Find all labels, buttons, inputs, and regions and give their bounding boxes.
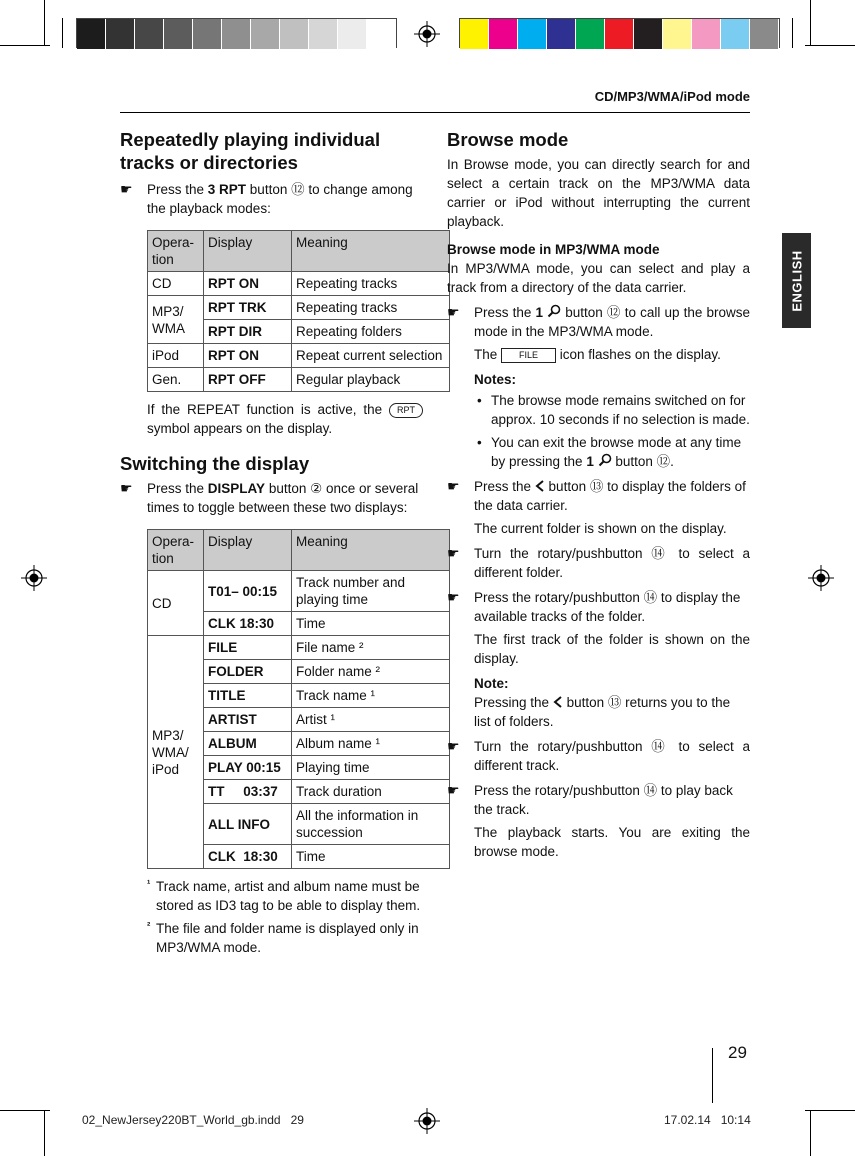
crop-mark [810, 1110, 811, 1156]
button-number-badge: ⑬ [589, 479, 604, 494]
process-color-bar [459, 18, 780, 48]
table-cell: MP3/ WMA/ iPod [148, 636, 204, 869]
color-swatch [576, 19, 605, 49]
file-display-icon: FILE [501, 348, 556, 363]
table-cell: File name ² [292, 636, 450, 660]
color-swatch [547, 19, 576, 49]
browse-step: ☛ Press the rotary/pushbutton ⑭ to play back the track. [447, 782, 733, 817]
note-item: • The browse mode remains switched on for approx. 10 seconds if no selection is made. [477, 393, 750, 427]
table-cell: RPT OFF [204, 368, 292, 392]
crop-mark [805, 45, 855, 46]
registration-mark-icon [414, 21, 440, 47]
color-swatch [721, 19, 750, 49]
browse-step: ☛ Turn the rotary/pushbutton ⑭ to select a different track. [447, 738, 751, 773]
color-swatch [106, 19, 135, 49]
table-cell: Playing time [292, 756, 450, 780]
button-number-badge: ⑫ [291, 182, 305, 197]
table-row [148, 571, 450, 612]
crop-mark [62, 18, 63, 48]
browse-step: ☛ Turn the rotary/pushbutton ⑭ to select a different folder. [447, 545, 751, 580]
table-cell: FILE [204, 636, 292, 660]
color-swatch [338, 19, 367, 49]
browse-step-detail: The first track of the folder is shown on the display. [474, 632, 750, 666]
repeat-step: ☛ Press the 3 RPT button ⑫ to change among the playback modes: [120, 181, 413, 216]
browse-step-detail: The current folder is shown on the display. [474, 521, 727, 536]
table-row [148, 344, 450, 368]
table-row [148, 636, 450, 660]
color-swatch [77, 19, 106, 49]
button-number-badge: ⑫ [656, 454, 671, 469]
chevron-left-icon [535, 480, 545, 492]
display-modes-table [147, 529, 450, 869]
table-cell: T01– 00:15 [204, 571, 292, 612]
pointing-hand-icon: ☛ [447, 738, 460, 754]
table-cell: CD [148, 571, 204, 636]
table-cell: RPT ON [204, 344, 292, 368]
table-cell: Time [292, 845, 450, 869]
table-row [148, 272, 450, 296]
table-cell: Time [292, 612, 450, 636]
table-cell: Track duration [292, 780, 450, 804]
registration-mark-icon [21, 565, 47, 591]
color-swatch [518, 19, 547, 49]
crop-mark [810, 0, 811, 45]
table-cell: Repeat current selection [292, 344, 450, 368]
footnote-marker: ² [147, 921, 151, 932]
table-header-cell: Display [204, 530, 292, 571]
table-cell: Repeating folders [292, 320, 450, 344]
crop-mark [805, 1110, 855, 1111]
running-head: CD/MP3/WMA/iPod mode [594, 89, 750, 104]
color-swatch [750, 19, 779, 49]
search-icon [598, 453, 612, 467]
table-header-row [148, 530, 450, 571]
registration-mark-icon [808, 565, 834, 591]
table-cell: TT 03:37 [204, 780, 292, 804]
grayscale-color-bar [76, 18, 397, 48]
note-text: Pressing the button ⑬ returns you to the list of folders. [474, 695, 731, 729]
slug-date: 17.02.14 10:14 [664, 1113, 751, 1127]
language-tab-label: ENGLISH [789, 249, 804, 312]
table-header-cell: Opera-tion [148, 231, 204, 272]
table-row [148, 296, 450, 320]
browse-subtitle: Browse mode in MP3/WMA mode [447, 242, 660, 257]
pointing-hand-icon: ☛ [447, 545, 460, 561]
page-number-rule [712, 1048, 713, 1103]
color-swatch [251, 19, 280, 49]
table-cell: Repeating tracks [292, 296, 450, 320]
display-button-label: DISPLAY [207, 481, 266, 496]
browse-step-detail: The FILE icon flashes on the display. [474, 347, 721, 362]
registration-mark-icon [414, 1108, 440, 1134]
color-swatch [663, 19, 692, 49]
notes-label: Notes: [474, 372, 517, 387]
crop-mark [44, 1110, 45, 1156]
footnote: ¹ Track name, artist and album name must be stored as ID3 tag to be able to display them. [120, 877, 423, 915]
browse-step-detail: The playback starts. You are exiting the browse mode. [474, 825, 750, 859]
crop-mark [0, 45, 50, 46]
color-swatch [489, 19, 518, 49]
table-header-cell: Meaning [292, 530, 450, 571]
button-number-badge: ⑬ [607, 695, 622, 710]
color-swatch [164, 19, 193, 49]
table-cell: Folder name ² [292, 660, 450, 684]
table-cell: Repeating tracks [292, 272, 450, 296]
color-swatch [309, 19, 338, 49]
table-cell: TITLE [204, 684, 292, 708]
color-swatch [692, 19, 721, 49]
table-cell: Artist ¹ [292, 708, 450, 732]
slug-filename: 02_NewJersey220BT_World_gb.indd 29 [82, 1113, 304, 1127]
browse-section-title: Browse mode [447, 129, 569, 150]
language-tab [782, 233, 811, 328]
table-cell: Track name ¹ [292, 684, 450, 708]
page-number: 29 [728, 1043, 747, 1062]
button-number-badge: ② [310, 481, 323, 496]
chevron-left-icon [553, 696, 563, 708]
table-header-cell: Opera-tion [148, 530, 204, 571]
browse-step: ☛ Press the 1 button ⑫ to call up the browse mode in the MP3/WMA mode. [447, 304, 751, 339]
table-cell: CLK 18:30 [204, 845, 292, 869]
browse-intro: In Browse mode, you can directly search for and select a certain track on the MP3/WMA data carrier or iPod without interrupting the current playback. [447, 157, 750, 229]
table-cell: RPT ON [204, 272, 292, 296]
table-cell: MP3/ WMA [148, 296, 204, 344]
table-header-row [148, 231, 450, 272]
button-number-badge: ⑭ [651, 546, 670, 561]
right-column [447, 128, 750, 861]
pointing-hand-icon: ☛ [120, 480, 133, 496]
browse-step: ☛ Press the button ⑬ to display the folders of the data carrier. [447, 478, 746, 513]
color-swatch [634, 19, 663, 49]
footnote: ² The file and folder name is displayed only in MP3/WMA mode. [120, 919, 423, 957]
button-number-badge: ⑫ [606, 305, 621, 320]
color-swatch [193, 19, 222, 49]
color-swatch [222, 19, 251, 49]
pointing-hand-icon: ☛ [447, 589, 460, 605]
crop-mark [792, 18, 793, 48]
table-cell: Track number and playing time [292, 571, 450, 612]
pointing-hand-icon: ☛ [447, 478, 460, 494]
note-label: Note: [474, 676, 509, 691]
table-header-cell: Display [204, 231, 292, 272]
table-cell: ALL INFO [204, 804, 292, 845]
footnote-marker: ¹ [147, 879, 151, 890]
left-column [120, 128, 443, 957]
display-step: ☛ Press the DISPLAY button ② once or several times to toggle between these two displays: [120, 480, 419, 515]
color-swatch [367, 19, 396, 49]
table-cell: CD [148, 272, 204, 296]
browse-step: ☛ Press the rotary/pushbutton ⑭ to display the available tracks of the folder. [447, 589, 741, 624]
color-swatch [460, 19, 489, 49]
button-1-label: 1 [586, 454, 594, 469]
browse-sub-intro: In MP3/WMA mode, you can select and play a track from a directory of the data carrier. [447, 261, 750, 295]
table-cell: Gen. [148, 368, 204, 392]
table-cell: ARTIST [204, 708, 292, 732]
button-number-badge: ⑭ [643, 783, 658, 798]
header-rule [120, 112, 750, 113]
display-section-title: Switching the display [120, 453, 310, 474]
rpt-button-label: 3 RPT [207, 182, 247, 197]
pointing-hand-icon: ☛ [447, 304, 460, 320]
repeat-modes-table [147, 230, 450, 392]
button-number-badge: ⑭ [643, 590, 658, 605]
table-cell: iPod [148, 344, 204, 368]
crop-mark [0, 1110, 50, 1111]
crop-mark [44, 0, 45, 45]
button-number-badge: ⑭ [651, 739, 670, 754]
button-1-label: 1 [535, 305, 543, 320]
table-cell: Regular playback [292, 368, 450, 392]
table-header-cell: Meaning [292, 231, 450, 272]
repeat-section-title: Repeatedly playing individual tracks or directories [120, 129, 381, 173]
note-item: • You can exit the browse mode at any time by pressing the 1 button ⑫. [477, 435, 742, 469]
table-cell: CLK 18:30 [204, 612, 292, 636]
pointing-hand-icon: ☛ [120, 181, 133, 197]
repeat-note: If the REPEAT function is active, the RPT symbol appears on the display. [120, 400, 423, 438]
table-cell: RPT DIR [204, 320, 292, 344]
table-cell: FOLDER [204, 660, 292, 684]
table-cell: All the information in succession [292, 804, 450, 845]
color-swatch [280, 19, 309, 49]
table-cell: PLAY 00:15 [204, 756, 292, 780]
search-icon [547, 304, 561, 318]
table-cell: RPT TRK [204, 296, 292, 320]
rpt-symbol-icon: RPT [389, 403, 423, 418]
color-swatch [605, 19, 634, 49]
table-row [148, 368, 450, 392]
table-cell: Album name ¹ [292, 732, 450, 756]
color-swatch [135, 19, 164, 49]
table-cell: ALBUM [204, 732, 292, 756]
pointing-hand-icon: ☛ [447, 782, 460, 798]
